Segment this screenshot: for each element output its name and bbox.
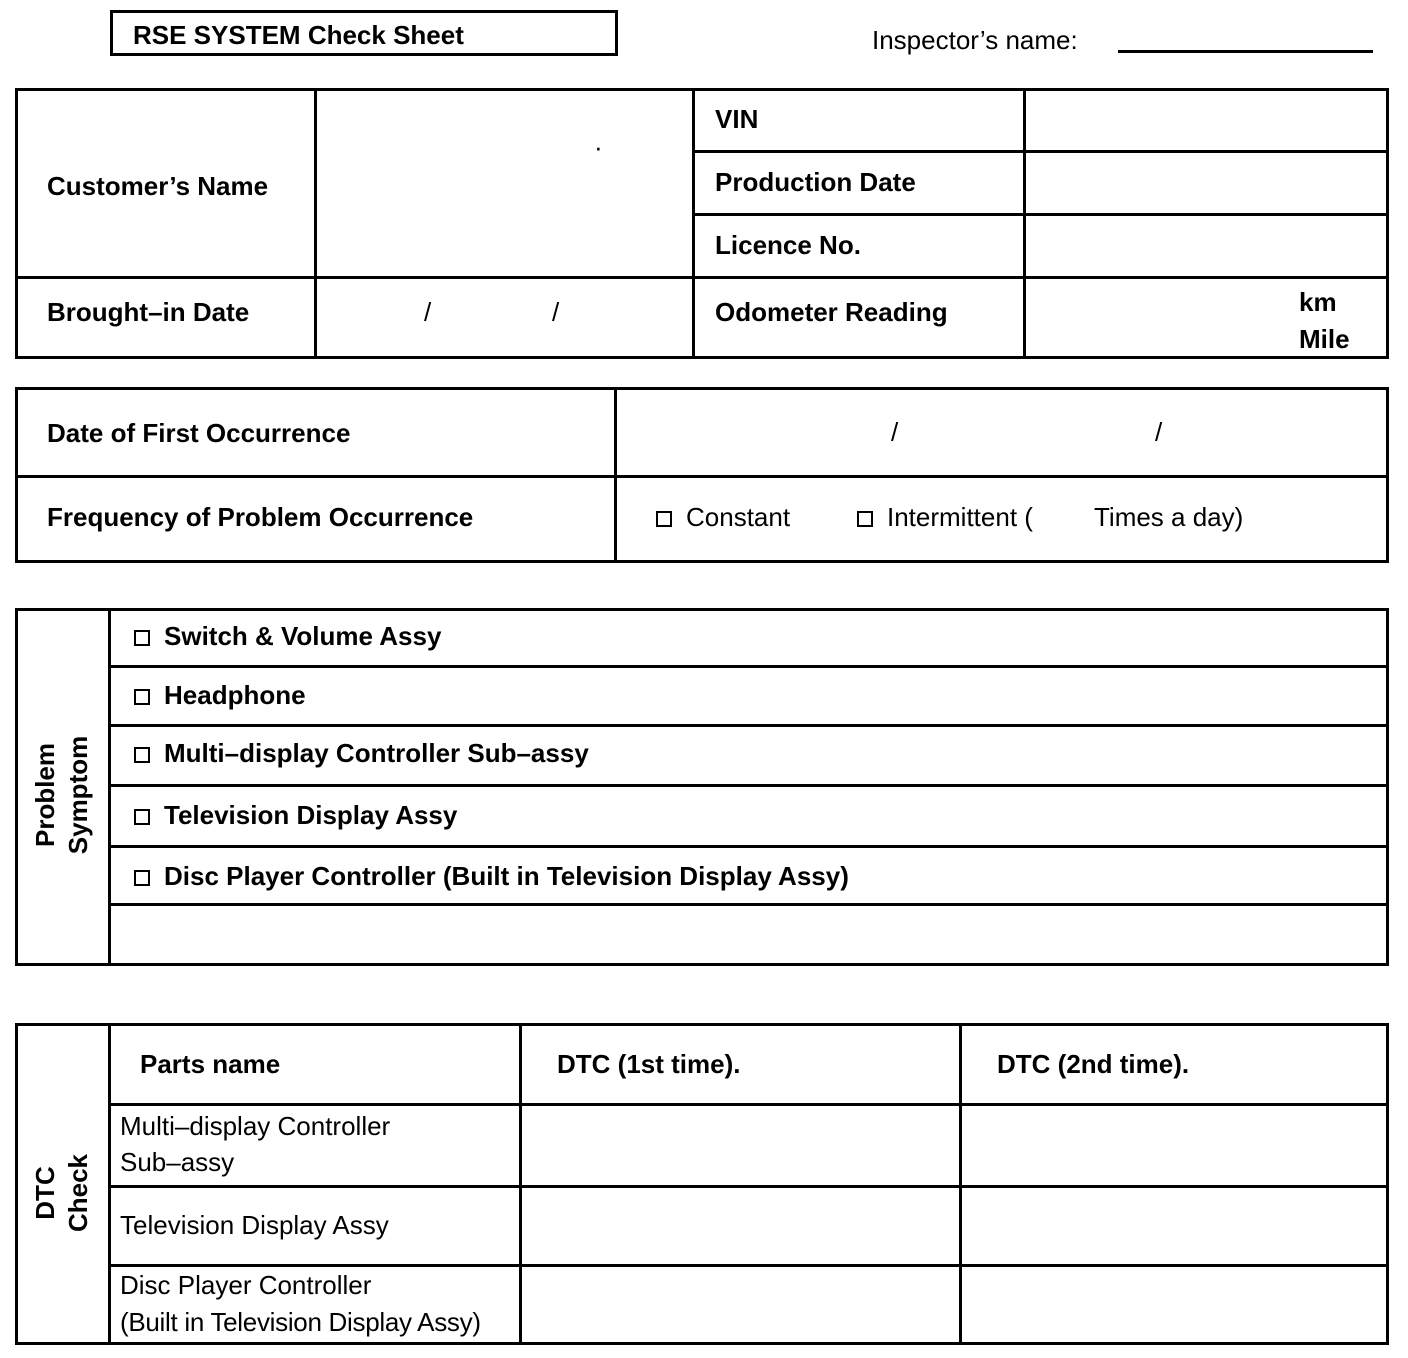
divider <box>108 845 1389 848</box>
first-occurrence-label: Date of First Occurrence <box>47 418 351 448</box>
checkbox-icon[interactable] <box>857 511 873 527</box>
checkbox-icon[interactable] <box>656 511 672 527</box>
first-occurrence-field[interactable] <box>618 391 1385 473</box>
divider <box>108 608 111 966</box>
symptom-label: Switch & Volume Assy <box>164 621 442 651</box>
intermittent-option[interactable] <box>857 502 1033 533</box>
date-slash: / <box>1155 417 1163 447</box>
header-dtc-2nd: DTC (2nd time). <box>997 1049 1190 1079</box>
checkbox-icon[interactable] <box>134 630 150 646</box>
symptom-item[interactable] <box>134 738 589 769</box>
dtc-1st-field[interactable] <box>523 1268 957 1342</box>
divider <box>108 665 1389 668</box>
symptom-other-field[interactable] <box>112 907 1385 962</box>
vin-label: VIN <box>715 104 759 134</box>
divider <box>314 88 317 359</box>
customer-name-label: Customer’s Name <box>47 171 269 201</box>
date-slash: / <box>424 297 432 327</box>
symptom-label: Disc Player Controller (Built in Television Display Assy) <box>164 861 849 891</box>
checkbox-icon[interactable] <box>134 870 150 886</box>
part-name: (Built in Television Display Assy) <box>120 1307 481 1337</box>
part-name: Television Display Assy <box>120 1210 389 1240</box>
licence-field[interactable] <box>1027 218 1385 275</box>
dtc-1st-field[interactable] <box>523 1189 957 1262</box>
symptom-item[interactable] <box>134 800 457 831</box>
divider <box>692 150 1389 153</box>
odometer-field[interactable] <box>1027 281 1289 355</box>
intermittent-label: Intermittent ( <box>887 502 1033 532</box>
symptom-label: Multi–display Controller Sub–assy <box>164 738 589 768</box>
brought-in-date-label: Brought–in Date <box>47 297 250 327</box>
production-date-label: Production Date <box>715 167 916 197</box>
title-box <box>110 10 618 56</box>
header-parts-name: Parts name <box>140 1049 281 1079</box>
symptom-item[interactable] <box>134 621 441 652</box>
customer-name-dot: · <box>594 132 603 162</box>
brought-in-date-field[interactable] <box>318 281 690 355</box>
part-name: Disc Player Controller <box>120 1270 372 1300</box>
divider <box>108 903 1389 906</box>
part-name: Sub–assy <box>120 1147 235 1177</box>
divider <box>15 276 1389 279</box>
symptom-item[interactable] <box>134 861 849 892</box>
divider <box>108 1103 1389 1106</box>
dtc-check-side-label <box>29 1128 95 1258</box>
checkbox-icon[interactable] <box>134 689 150 705</box>
licence-label: Licence No. <box>715 230 861 260</box>
divider <box>959 1023 962 1345</box>
symptom-label: Television Display Assy <box>164 800 458 830</box>
sheet-title: RSE SYSTEM Check Sheet <box>133 20 464 50</box>
constant-option[interactable] <box>656 502 790 533</box>
date-slash: / <box>891 417 899 447</box>
unit-mile: Mile <box>1299 324 1350 354</box>
dtc-2nd-field[interactable] <box>963 1189 1385 1262</box>
side-label-line: Symptom <box>63 735 94 855</box>
divider <box>108 784 1389 787</box>
vin-field[interactable] <box>1027 92 1385 149</box>
divider <box>108 1185 1389 1188</box>
checkbox-icon[interactable] <box>134 747 150 763</box>
header-dtc-1st: DTC (1st time). <box>557 1049 741 1079</box>
times-a-day-label: Times a day) <box>1094 502 1244 532</box>
side-label-line: Problem <box>30 742 60 848</box>
unit-km: km <box>1299 287 1337 317</box>
part-name: Multi–display Controller <box>120 1111 391 1141</box>
dtc-2nd-field[interactable] <box>963 1107 1385 1183</box>
dtc-2nd-field[interactable] <box>963 1268 1385 1342</box>
dtc-1st-field[interactable] <box>523 1107 957 1183</box>
inspector-label: Inspector’s name: <box>872 25 1078 55</box>
symptom-item[interactable] <box>134 680 306 711</box>
production-date-field[interactable] <box>1027 155 1385 212</box>
odometer-label: Odometer Reading <box>715 297 948 327</box>
inspector-name-field[interactable] <box>1118 50 1373 53</box>
problem-symptom-side-label <box>29 730 95 860</box>
divider <box>692 88 695 359</box>
divider <box>519 1023 522 1345</box>
frequency-label: Frequency of Problem Occurrence <box>47 502 474 532</box>
symptom-label: Headphone <box>164 680 306 710</box>
divider <box>108 1023 111 1345</box>
side-label-line: DTC <box>30 1166 60 1220</box>
divider <box>692 213 1389 216</box>
divider <box>1023 88 1026 359</box>
constant-label: Constant <box>686 502 791 532</box>
checkbox-icon[interactable] <box>134 809 150 825</box>
divider <box>108 724 1389 727</box>
divider <box>108 1264 1389 1267</box>
date-slash: / <box>552 297 560 327</box>
side-label-line: Check <box>63 1153 94 1233</box>
customer-name-field[interactable] <box>318 92 690 274</box>
divider <box>15 475 1389 478</box>
